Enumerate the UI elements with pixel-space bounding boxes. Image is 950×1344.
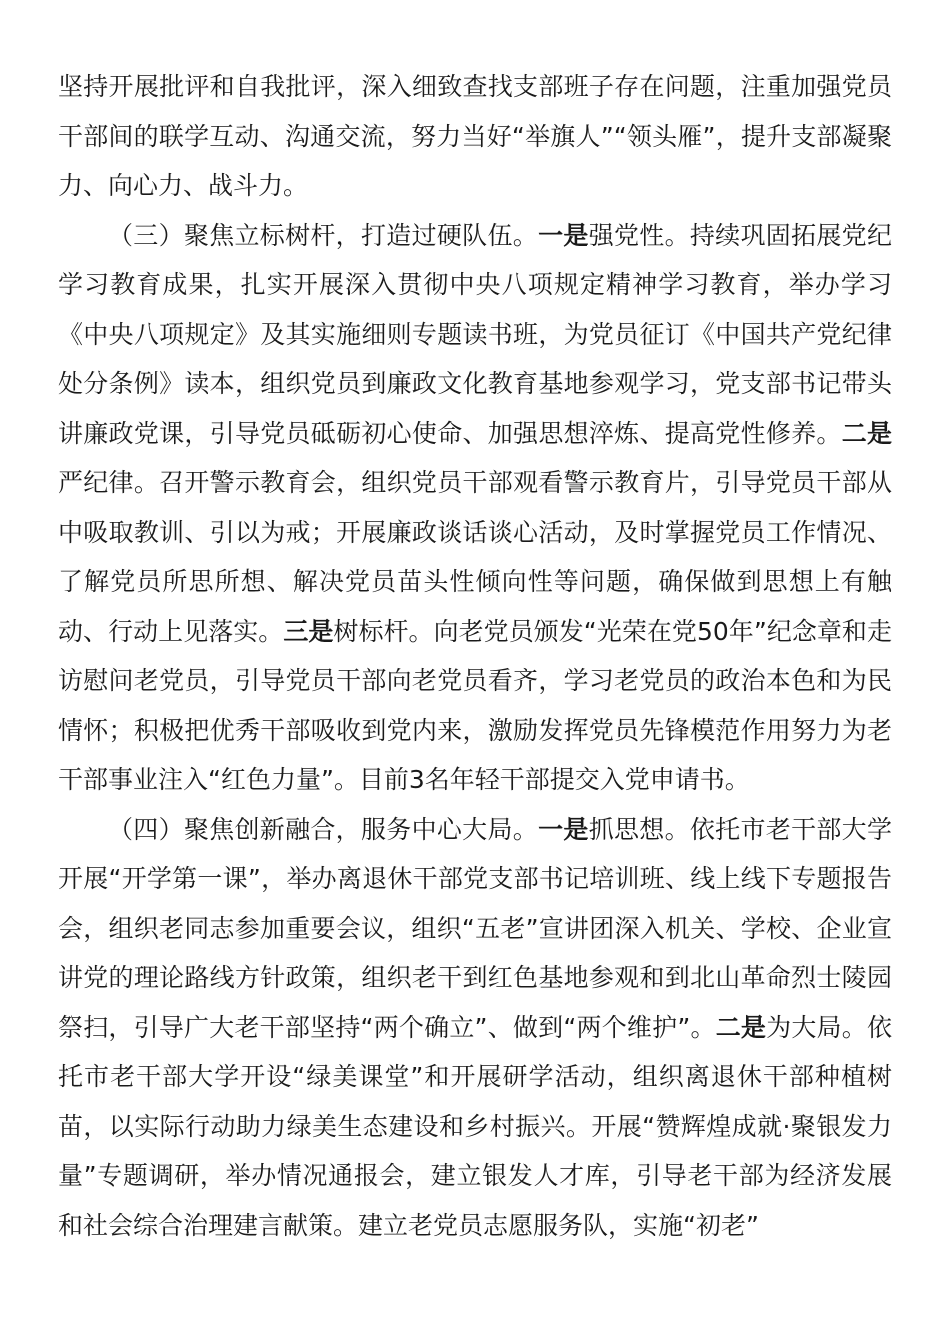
paragraph-1 <box>58 62 892 211</box>
point-2-text: 为大局。依托市老干部大学开设“绿美课堂”和开展研学活动，组织离退休干部种植树苗，以实际行动助力绿美生态建设和乡村振兴。开展“赞辉煌成就·聚银发力量”专题调研，举办情况通报会，建立银发人才库，引导老干部为经济发展和社会综合治理建言献策。建立老党员志愿服务队，实施“初老” <box>58 1012 892 1240</box>
paragraph-section-4 <box>58 805 892 1251</box>
point-2-label: 二是 <box>841 418 892 448</box>
point-3-label: 三是 <box>283 616 334 646</box>
paragraph-1-text: 坚持开展批评和自我批评，深入细致查找支部班子存在问题，注重加强党员干部间的联学互动、沟通交流，努力当好“举旗人”“领头雁”，提升支部凝聚力、向心力、战斗力。 <box>58 72 892 200</box>
point-1-label: 一是 <box>538 814 589 844</box>
point-3-text: 树标杆。向老党员颁发“光荣在党50年”纪念章和走访慰问老党员，引导党员干部向老党员看齐，学习老党员的政治本色和为民情怀；积极把优秀干部吸收到党内来，激励发挥党员先锋模范作用努力为老干部事业注入“红色力量”。目前3名年轻干部提交入党申请书。 <box>58 616 892 794</box>
point-1-text: 抓思想。依托市老干部大学开展“开学第一课”，举办离退休干部党支部书记培训班、线上线下专题报告会，组织老同志参加重要会议，组织“五老”宣讲团深入机关、学校、企业宣讲党的理论路线方针政策，组织老干到红色基地参观和到北山革命烈士陵园祭扫，引导广大老干部坚持“两个确立”、做到“两个维护”。 <box>58 814 892 1042</box>
point-2-label: 二是 <box>715 1012 767 1042</box>
section-3-heading: （三）聚焦立标树杆，打造过硬队伍。 <box>108 220 539 250</box>
point-1-text: 强党性。持续巩固拓展党纪学习教育成果，扎实开展深入贯彻中央八项规定精神学习教育，举办学习《中央八项规定》及其实施细则专题读书班，为党员征订《中国共产党纪律处分条例》读本，组织党员到廉政文化教育基地参观学习，党支部书记带头讲廉政党课，引导党员砥砺初心使命、加强思想淬炼、提高党性修养。 <box>58 220 892 448</box>
paragraph-section-3 <box>58 211 892 805</box>
point-2-text: 严纪律。召开警示教育会，组织党员干部观看警示教育片，引导党员干部从中吸取教训、引以为戒；开展廉政谈话谈心活动，及时掌握党员工作情况、了解党员所思所想、解决党员苗头性倾向性等问题，确保做到思想上有触动、行动上见落实。 <box>58 468 892 646</box>
document-page <box>58 62 892 1250</box>
section-4-heading: （四）聚焦创新融合，服务中心大局。 <box>108 814 539 844</box>
point-1-label: 一是 <box>538 220 589 250</box>
